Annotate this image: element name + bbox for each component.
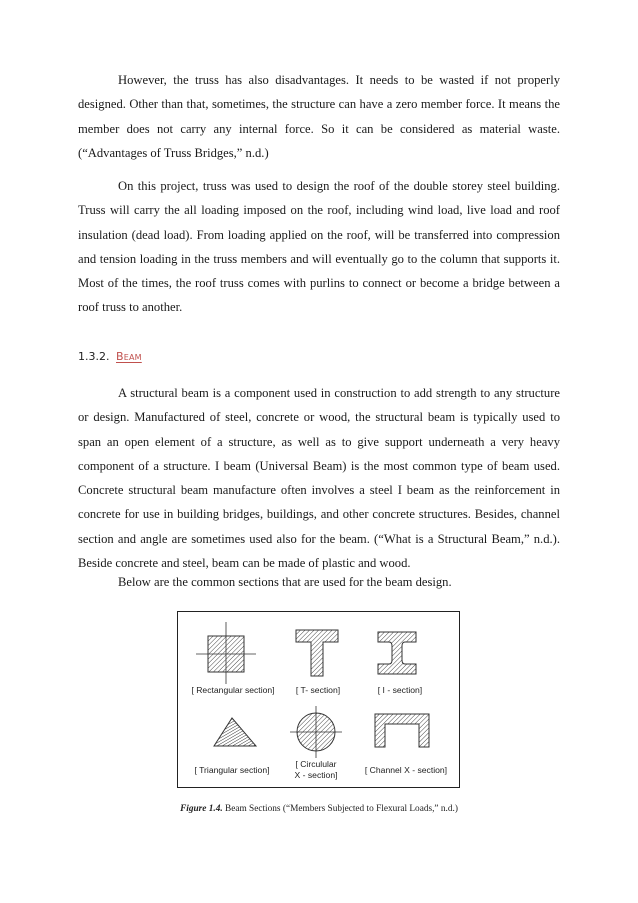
rectangular-section-shape: [196, 622, 256, 684]
label-triangular-section: [ Triangular section]: [194, 765, 270, 775]
paragraph-truss-project: On this project, truss was used to design the roof of the double storey steel building. Truss will carry the all loading imposed on the roof, including wind load, live load and roof insulation (dead load). From loading applied on the roof, will be transferred into compression and tension loading in the truss members and will eventually go to the column that supports it. Most of the times, the roof truss comes with purlins to connect or become a bridge between a roof truss to another.: [78, 179, 560, 315]
triangular-section-shape: [214, 718, 256, 746]
i-section-shape: [378, 632, 416, 674]
figure-caption-label: Figure 1.4.: [180, 804, 223, 814]
beam-sections-figure: [177, 611, 460, 788]
paragraph-beam-definition: A structural beam is a component used in construction to add strength to any structure or design. Manufactured of steel, concrete or wood, the structural beam is typically used to span an open element of a structure, as well as to give support underneath a very heavy component of a structure. I beam (Universal Beam) is the most common type of beam used. Concrete structural beam manufacture often involves a steel I beam as the reinforcement in concrete for use in building bridges, buildings, and other concrete structures. Besides, channel section and angle are sometimes used also for the beam. (“What is a Structural Beam,” n.d.). Beside concrete and steel, beam can be made of plastic and wood.: [78, 386, 560, 571]
label-circular-section-line1: [ Circulular: [295, 759, 337, 769]
paragraph-beam-sections-intro: Below are the common sections that are used for the beam design.: [118, 575, 452, 589]
t-section-shape: [296, 630, 338, 676]
paragraph-truss-disadvantages: However, the truss has also disadvantages. It needs to be wasted if not properly designed. Other than that, sometimes, the structure can have a zero member force. It means the member does not carry any internal force. So it can be considered as material waste. (“Advantages of Truss Bridges,” n.d.): [78, 73, 560, 160]
figure-caption-text: Beam Sections (“Members Subjected to Flexural Loads,” n.d.): [225, 804, 458, 814]
circular-section-shape: [290, 706, 342, 758]
section-number: 1.3.2.: [78, 350, 110, 363]
label-channel-section: [ Channel X - section]: [364, 765, 448, 775]
channel-section-shape: [375, 714, 429, 747]
label-i-section: [ I - section]: [377, 685, 423, 695]
label-t-section: [ T- section]: [295, 685, 341, 695]
figure-caption: [0, 804, 638, 814]
section-heading: [78, 350, 142, 363]
label-circular-section-line2: X - section]: [294, 770, 338, 780]
label-rectangular-section: [ Rectangular section]: [191, 685, 275, 695]
section-title: Beam: [116, 350, 142, 363]
